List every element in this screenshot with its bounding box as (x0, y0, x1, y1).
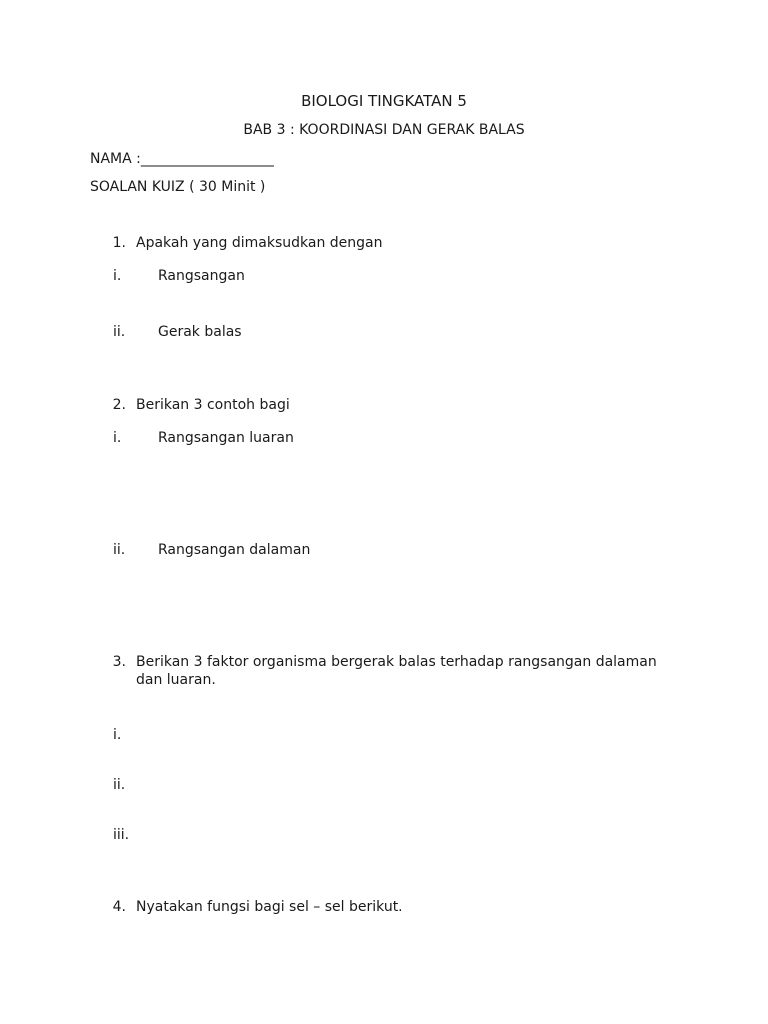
item-numeral: ii. (113, 324, 126, 340)
question-text-line-1: Berikan 3 faktor organisma bergerak balas terhadap rangsangan dalaman (136, 654, 657, 670)
question-text: Nyatakan fungsi bagi sel – sel berikut. (136, 899, 403, 915)
item-numeral: i. (113, 430, 122, 446)
item-numeral: i. (113, 268, 122, 284)
quiz-label: SOALAN KUIZ ( 30 Minit ) (90, 179, 266, 195)
item-text: Gerak balas (158, 324, 242, 340)
item-text: Rangsangan luaran (158, 430, 294, 446)
item-numeral: ii. (113, 542, 126, 558)
question-number: 1. (112, 235, 126, 251)
item-numeral: iii. (113, 827, 130, 843)
question-text-line-2: dan luaran. (136, 672, 216, 688)
question-number: 2. (112, 397, 126, 413)
question-number: 4. (112, 899, 126, 915)
name-field-label: NAMA :___________________ (90, 151, 274, 167)
item-numeral: i. (113, 727, 122, 743)
document-title: BIOLOGI TINGKATAN 5 (301, 92, 467, 110)
chapter-subtitle: BAB 3 : KOORDINASI DAN GERAK BALAS (243, 122, 525, 138)
question-text: Apakah yang dimaksudkan dengan (136, 235, 383, 251)
question-number: 3. (112, 654, 126, 670)
item-numeral: ii. (113, 777, 126, 793)
item-text: Rangsangan (158, 268, 245, 284)
item-text: Rangsangan dalaman (158, 542, 311, 558)
question-text: Berikan 3 contoh bagi (136, 397, 290, 413)
